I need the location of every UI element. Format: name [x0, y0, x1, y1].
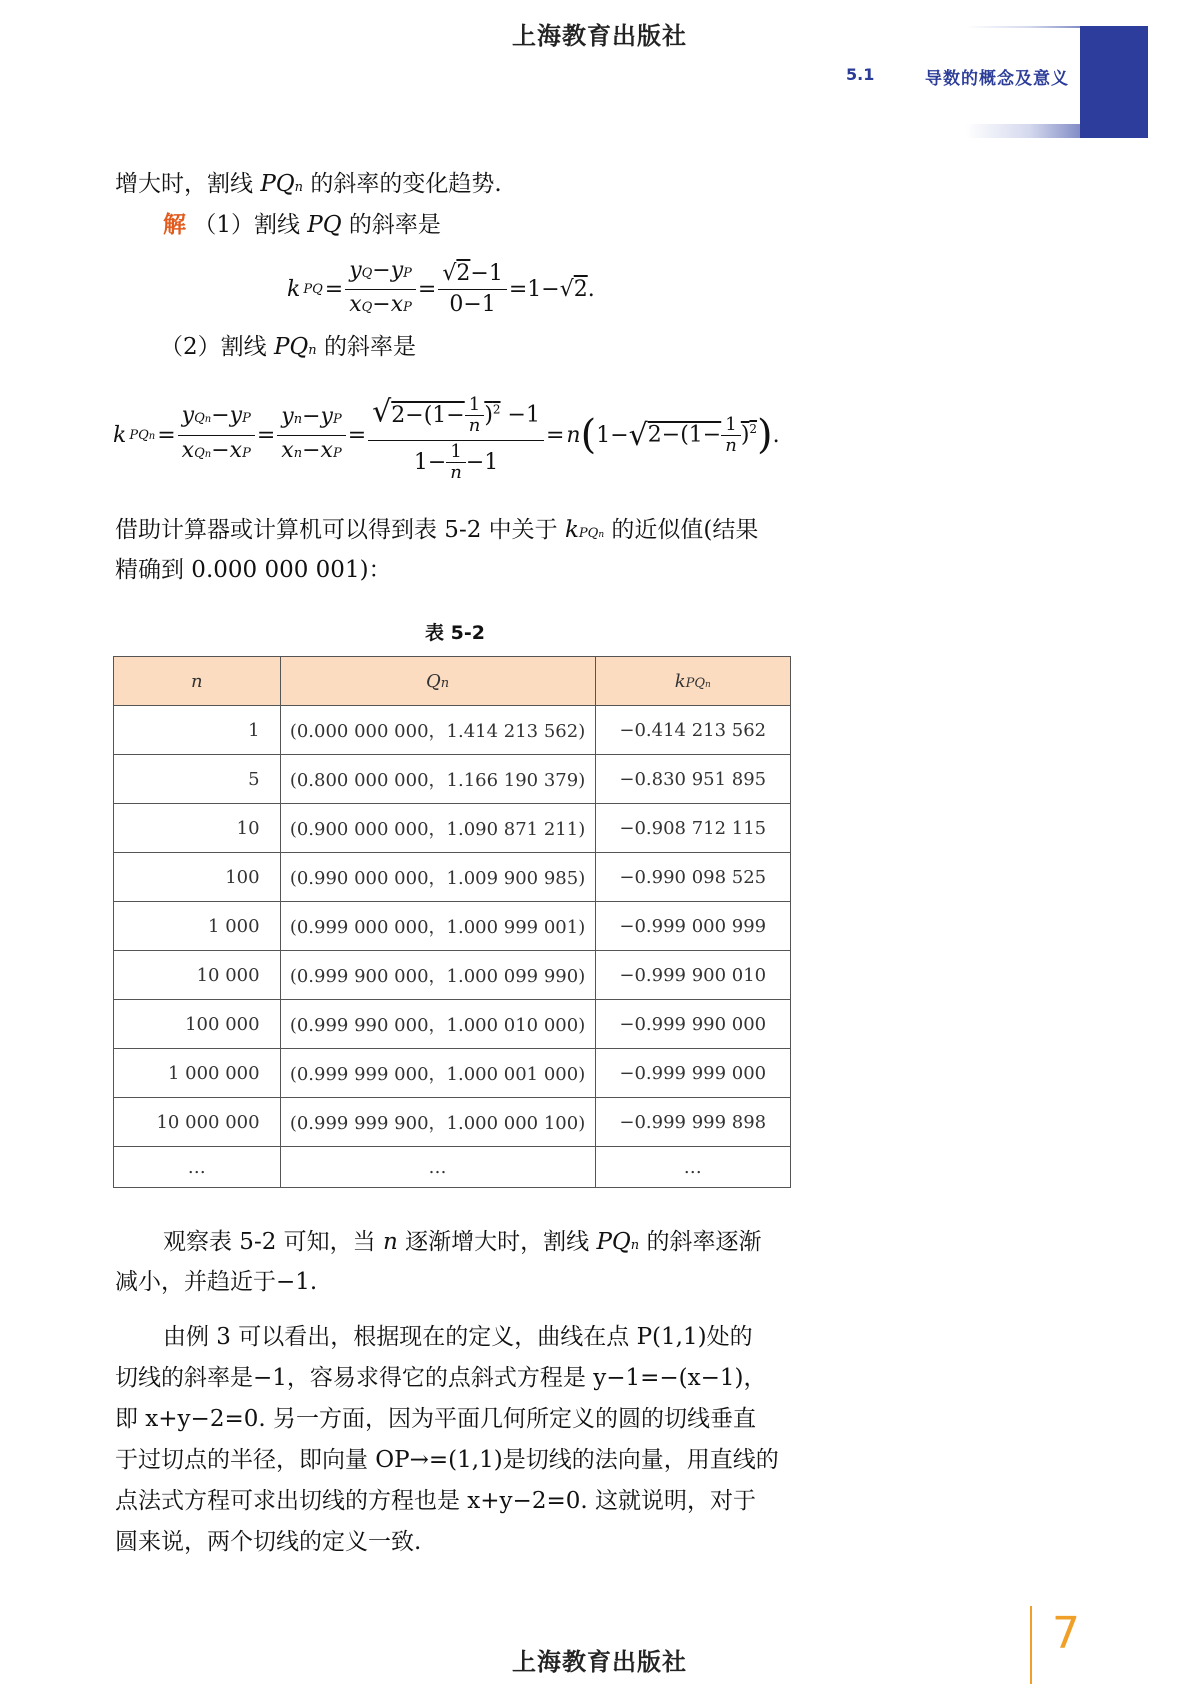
- cell-n: 1 000: [114, 902, 281, 951]
- page-number: 7: [1052, 1608, 1080, 1659]
- cell-n: 1 000 000: [114, 1049, 281, 1098]
- publisher-top: 上海教育出版社: [512, 22, 687, 50]
- cell-kpqn: −0.999 990 000: [595, 1000, 791, 1049]
- solution-label: 解: [163, 211, 186, 238]
- table-row: [114, 951, 791, 1000]
- paragraph-line-4: 于过切点的半径，即向量 OP→=(1,1)是切线的法向量，用直线的: [115, 1447, 779, 1473]
- table-row: [114, 706, 791, 755]
- section-number: 5.1: [846, 65, 875, 84]
- solution-1-text: 解 （1）割线 PQ 的斜率是: [163, 211, 441, 238]
- cell-kpqn: −0.999 000 999: [595, 902, 791, 951]
- cell-qn: (0.800 000 000，1.166 190 379): [280, 755, 595, 804]
- paragraph-line-3: 即 x+y−2=0. 另一方面，因为平面几何所定义的圆的切线垂直: [115, 1406, 756, 1432]
- section-title: 导数的概念及意义: [925, 69, 1069, 89]
- header-qn: Qn: [280, 657, 595, 706]
- cell-kpqn: −0.908 712 115: [595, 804, 791, 853]
- table-row: [114, 853, 791, 902]
- paragraph-line-1: 由例 3 可以看出，根据现在的定义，曲线在点 P(1,1)处的: [163, 1324, 753, 1350]
- intro-line: 增大时，割线 PQn 的斜率的变化趋势.: [115, 171, 502, 197]
- page-number-rule: [1030, 1606, 1032, 1684]
- table-header-row: [114, 657, 791, 706]
- cell-qn: (0.999 000 000，1.000 999 001): [280, 902, 595, 951]
- cell-kpqn: −0.999 999 898: [595, 1098, 791, 1147]
- cell-n: 10: [114, 804, 281, 853]
- cell-kpqn: −0.414 213 562: [595, 706, 791, 755]
- cell-qn: (0.999 999 900，1.000 000 100): [280, 1098, 595, 1147]
- table-row: [114, 755, 791, 804]
- calc-line-1: 借助计算器或计算机可以得到表 5-2 中关于 kPQn 的近似值(结果: [115, 517, 759, 543]
- cell-kpqn: −0.999 900 010: [595, 951, 791, 1000]
- table-caption: 表 5-2: [425, 622, 485, 644]
- cell-kpqn: …: [595, 1147, 791, 1188]
- paragraph-line-2: 切线的斜率是−1，容易求得它的点斜式方程是 y−1=−(x−1)，: [115, 1365, 767, 1391]
- table-row: [114, 1049, 791, 1098]
- table-row: [114, 1147, 791, 1188]
- cell-kpqn: −0.830 951 895: [595, 755, 791, 804]
- table-row: [114, 1098, 791, 1147]
- data-table: [113, 656, 791, 1188]
- cell-qn: (0.990 000 000，1.009 900 985): [280, 853, 595, 902]
- cell-n: 1: [114, 706, 281, 755]
- observation-line-2: 减小，并趋近于−1.: [115, 1269, 318, 1295]
- cell-qn: (0.999 999 000，1.000 001 000): [280, 1049, 595, 1098]
- publisher-bottom: 上海教育出版社: [512, 1648, 687, 1676]
- equation-1: k PQ = $\frac{yQ-yP}{xQ-xP}$ = $\frac{√2-1}{0-1}$ =1−√2.: [287, 258, 595, 317]
- cell-n: 100: [114, 853, 281, 902]
- cell-qn: (0.000 000 000，1.414 213 562): [280, 706, 595, 755]
- cell-kpqn: −0.990 098 525: [595, 853, 791, 902]
- table-row: [114, 902, 791, 951]
- paragraph-line-5: 点法式方程可求出切线的方程也是 x+y−2=0. 这就说明，对于: [115, 1488, 756, 1514]
- header-kpqn: kPQn: [595, 657, 791, 706]
- cell-kpqn: −0.999 999 000: [595, 1049, 791, 1098]
- cell-qn: (0.999 900 000，1.000 099 990): [280, 951, 595, 1000]
- cell-n: 10 000: [114, 951, 281, 1000]
- solution-2-text: （2）割线 PQn 的斜率是: [160, 334, 416, 360]
- cell-qn: (0.999 990 000，1.000 010 000): [280, 1000, 595, 1049]
- observation-line-1: 观察表 5-2 可知，当 n 逐渐增大时，割线 PQn 的斜率逐渐: [163, 1229, 762, 1255]
- table-row: [114, 804, 791, 853]
- paragraph-line-6: 圆来说，两个切线的定义一致.: [115, 1529, 422, 1555]
- header-blue-bar: [1080, 26, 1148, 138]
- cell-n: 100 000: [114, 1000, 281, 1049]
- table-row: [114, 1000, 791, 1049]
- equation-2: k PQn = $\frac{\text{yQn−yP}}{\text{xQn−xP}}$ = $\frac{yn-yP}{xn-xP}$ = √2−(1− $\frac{1}{n}$ )$^2$ −1 1− $\frac{1}{n}$ −1 = n ( 1− √ 2−(1− $\frac{1}{n}$ )$^2$ ) .: [113, 380, 780, 490]
- header-n: n: [114, 657, 281, 706]
- cell-n: …: [114, 1147, 281, 1188]
- cell-n: 10 000 000: [114, 1098, 281, 1147]
- cell-qn: …: [280, 1147, 595, 1188]
- calc-line-2: 精确到 0.000 000 001)：: [115, 557, 392, 583]
- cell-qn: (0.900 000 000，1.090 871 211): [280, 804, 595, 853]
- cell-n: 5: [114, 755, 281, 804]
